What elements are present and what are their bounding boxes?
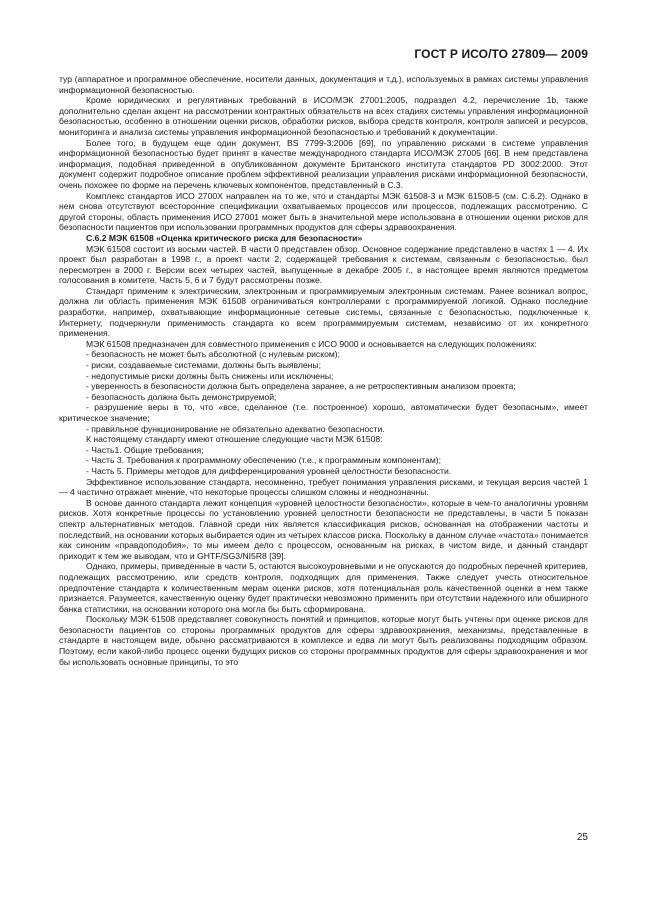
list-item: - Часть1. Общие требования; — [86, 444, 204, 455]
paragraph: Эффективное использование стандарта, несомненно, требует понимания управления рисками, и текущая версия частей 1 — 4 частично отражает мнение, что некоторые процессы слишком сложны и неоднозначны. — [59, 476, 588, 498]
paragraph: Комплекс стандартов ИСО 2700X направлен на то же, что и стандарты МЭК 61508-3 и МЭК 61508-5 (см. С.6.2). Однако в нем снова отсутствуют всесторонние спецификации охватываемых процессов или процессов, подлежащих рассмотрению. С другой стороны, область применения ИСО 27001 может быть в значительной мере использована в отношении оценки рисков для безопасности пациентов при использовании программных продуктов для сферы здравоохранения. — [59, 190, 588, 233]
list-item: - правильное функционирование не обязательно адекватно безопасности. — [86, 423, 385, 434]
paragraph: К настоящему стандарту имеют отношение следующие части МЭК 61508: — [86, 434, 383, 445]
body-text — [59, 74, 588, 667]
paragraph: Более того, в будущем еще один документ, BS 7799-3:2006 [69], по управлению рисками в системе управления информационной безопасностью будет принят в качестве международного стандарта ИСО/МЭК 27005 [66]. В нем представлена информация, подобная приведенной в опубликованном документе Британского института стандартов PD 3002:2000. Этот документ содержит подробное описание проблем эффективной реализации управления рисками информационной безопасности, очень похожее по форме на перечень ключевых компонентов, представленный в С.3. — [59, 137, 588, 190]
paragraph: Поскольку МЭК 61508 представляет совокупность понятий и принципов, которые могут быть учтены при оценке рисков для безопасности пациентов со стороны программных продуктов для сферы здравоохранения, механизмы, представленные в стандарте в настоящем виде, обычно рассматриваются в комплексе и едва ли могут быть реализованы подходящим образом. Поэтому, если какой-либо процесс оценки будущих рисков со стороны программных продуктов для сферы здравоохранения и мог бы использовать основные принципы, то это — [59, 614, 588, 667]
list-item: - безопасность должна быть демонстрируемой; — [86, 391, 277, 402]
list-item: - разрушение веры в то, что «все, сделанное (т.е. построенное) хорошо, автоматически будет безопасным», имеет критическое значение; — [59, 402, 588, 423]
page-header-standard: ГОСТ Р ИСО/ТО 27809— 2009 — [414, 47, 588, 61]
list-item: - риски, создаваемые системами, должны быть выявлены; — [86, 360, 321, 371]
paragraph: МЭК 61508 предназначен для совместного применения с ИСО 9000 и основывается на следующих положениях: — [86, 338, 537, 349]
paragraph: Стандарт применим к электрическим, электронным и программируемым электронным системам. Ранее возникал вопрос, должна ли область применения МЭК 61508 ограничиваться контроллерами с программируемой логикой. Однако последние разработки, например, охватывающие информационные сетевые системы, связанные с безопасностью, подключенные к Интернету, подчеркнули применимость стандарта ко всем программируемым системам, независимо от их конкретного применения. — [59, 285, 588, 339]
paragraph: МЭК 61508 состоит из восьми частей. В части 0 представлен обзор. Основное содержание представлено в частях 1 — 4. Их проект был разработан в 1998 г., а проект части 2, содержащей требования к системам, связанным с безопасностью, был пересмотрен в 2000 г. Версии всех четырех частей, выпущенные в декабре 2005 г., в настоящее время являются предметом голосования в комитете. Часть 5, 6 и 7 будут рассмотрены позже. — [59, 243, 588, 286]
list-item: - недопустимые риски должны быть снижены или исключены; — [86, 370, 334, 381]
list-item: - уверенность в безопасности должна быть определена заранее, а не ретроспективным анализом проекта; — [86, 381, 516, 392]
section-heading: С.6.2 МЭК 61508 «Оценка критического риска для безопасности» — [86, 232, 363, 243]
paragraph: тур (аппаратное и программное обеспечение, носители данных, документация и т.д.), используемых в рамках системы управления информационной безопасностью. — [59, 74, 588, 95]
paragraph: Однако, примеры, приведенные в части 5, остаются высокоуровневыми и не опускаются до подробных перечней критериев, подлежащих рассмотрению, или средств контроля, подходящих для применения. Также следует учесть относительное предпочтение стандарта к количественным мерам оценки рисков, хотя потенциальная роль качественной оценки в нем также признается. Разумеется, качественную оценку будет практически невозможно применить при отсутствии надежного или обширного банка статистики, на основании которого она могла бы быть сформирована. — [59, 561, 588, 614]
page-number: 25 — [576, 832, 588, 843]
paragraph: Кроме юридических и регулятивных требований в ИСО/МЭК 27001:2005, подраздел 4.2, перечисление 1b, также дополнительно сделан акцент на рассмотрении контрактных обязательств на всех стадиях системы управления информационной безопасностью, особенно в отношении оценки рисков, обработки рисков, выбора средств контроля, контроля записей и ресурсов, мониторинга и анализа системы управления информационной безопасностью и требований к документации. — [59, 95, 588, 137]
paragraph: В основе данного стандарта лежит концепция «уровней целостности безопасности», которые в чем-то аналогичны уровням рисков. Хотя конкретные процессы по установлению уровней целостности безопасности не представлены, в части 5 показан спектр альтернативных методов. Главной среди них является классификация рисков, основанная на отображении частоты и последствий, на основании которых выбирается один из четырех классов риска. Поскольку в данном случае «частота» понимается как синоним «правдоподобия», то мы имеем дело с процессом, основанным на рисках, в чистом виде, и данный стандарт приходит к тем же выводам, что и GHTF/SG3/NI5R8 [39]. — [59, 497, 588, 561]
list-item: - Часть 5. Примеры методов для дифференцирования уровней целостности безопасности. — [86, 465, 452, 476]
list-item: - безопасность не может быть абсолютной (с нулевым риском); — [86, 349, 341, 360]
list-item: - Часть 3. Требования к программному обеспечению (т.е., к программным компонентам); — [86, 455, 442, 466]
